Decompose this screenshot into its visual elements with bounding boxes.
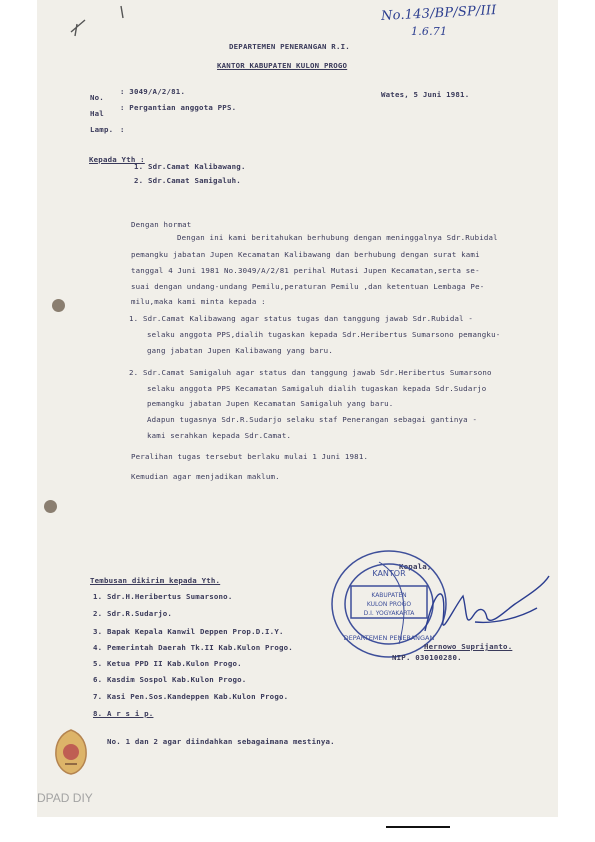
body-line: tanggal 4 Juni 1981 No.3049/A/2/81 perihal Mutasi Jupen Kecamatan,serta se- xyxy=(131,266,480,275)
tembusan-item: 5. Ketua PPD II Kab.Kulon Progo. xyxy=(93,659,242,668)
body-line: suai dengan undang-undang Pemilu,peraturan Pemilu ,dan ketentuan Lembaga Pe- xyxy=(131,282,485,291)
tembusan-item: 7. Kasi Pen.Sos.Kandeppen Kab.Kulon Progo. xyxy=(93,692,289,701)
body-line: milu,maka kami minta kepada : xyxy=(131,297,266,306)
addressee-2: 2. Sdr.Camat Samigaluh. xyxy=(134,176,241,185)
tembusan-item: 3. Bapak Kepala Kanwil Deppen Prop.D.I.Y. xyxy=(93,627,284,636)
item-1-line: 1. Sdr.Camat Kalibawang agar status tugas dan tanggung jawab Sdr.Rubidal - xyxy=(129,314,474,323)
agenda-date-handwritten: 1.6.71 xyxy=(411,25,448,38)
letterhead-office: KANTOR KABUPATEN KULON PROGO xyxy=(217,61,348,70)
no-label: No. xyxy=(90,93,104,102)
signer-nip: NIP. 030100280. xyxy=(392,653,462,662)
letterhead-ministry: DEPARTEMEN PENERANGAN R.I. xyxy=(229,42,350,51)
distribution-note: No. 1 dan 2 agar diindahkan sebagaimana mestinya. xyxy=(107,737,335,746)
hal-label: Hal xyxy=(90,109,104,118)
stamp-mid-text-3: D.I. YOGYAKARTA xyxy=(363,610,415,617)
place-date: Wates, 5 Juni 1981. xyxy=(381,90,470,99)
punch-hole xyxy=(52,299,65,312)
tembusan-item: 8. A r s i p. xyxy=(93,709,154,718)
tembusan-item: 2. Sdr.R.Sudarjo. xyxy=(93,609,173,618)
item-2-line: Adapun tugasnya Sdr.R.Sudarjo selaku staf Penerangan sebagai gantinya - xyxy=(147,415,478,424)
lamp-value: : xyxy=(120,125,125,134)
item-2-line: selaku anggota PPS Kecamatan Samigaluh dialih tugaskan kepada Sdr.Sudarjo xyxy=(147,384,487,393)
item-2-line: kami serahkan kepada Sdr.Camat. xyxy=(147,431,292,440)
item-2-line: 2. Sdr.Camat Samigaluh agar status dan tanggung jawab Sdr.Heribertus Sumarsono xyxy=(129,368,492,377)
staple-mark xyxy=(65,2,135,42)
item-2-line: pemangku jabatan Jupen Kecamatan Samigaluh yang baru. xyxy=(147,399,394,408)
document-page xyxy=(37,0,558,817)
stamp-top-text: KANTOR xyxy=(372,569,406,578)
body-line: Dengan ini kami beritahukan berhubung dengan meninggalnya Sdr.Rubidal xyxy=(177,233,498,242)
item-1-line: selaku anggota PPS,dialih tugaskan kepada Sdr.Heribertus Sumarsono pemangku- xyxy=(147,330,501,339)
kepala-label: Kepala, xyxy=(399,562,432,571)
effective-date-line: Peralihan tugas tersebut berlaku mulai 1 Juni 1981. xyxy=(131,452,369,461)
archive-emblem-icon xyxy=(52,728,90,776)
hal-value: : Pergantian anggota PPS. xyxy=(120,103,237,112)
source-watermark: DPAD DIY xyxy=(37,791,93,805)
addressee-heading: Kepada Yth : xyxy=(89,155,145,164)
stamp-bottom-text: DEPARTEMEN PENERANGAN xyxy=(343,634,435,642)
lamp-label: Lamp. xyxy=(90,125,114,134)
tembusan-item: 6. Kasdim Sospol Kab.Kulon Progo. xyxy=(93,675,247,684)
item-1-line: gang jabatan Jupen Kalibawang yang baru. xyxy=(147,346,333,355)
tembusan-heading: Tembusan dikirim kepada Yth. xyxy=(90,576,221,585)
signer-name: Hernowo Suprijanto. xyxy=(424,642,513,651)
closing-line: Kemudian agar menjadikan maklum. xyxy=(131,472,280,481)
punch-hole xyxy=(44,500,57,513)
salutation: Dengan hormat xyxy=(131,220,192,229)
agenda-handwritten: No.143/BP/SP/III xyxy=(380,2,497,25)
body-line: pemangku jabatan Jupen Kecamatan Kalibawang dan berhubung dengan surat kami xyxy=(131,250,480,259)
tembusan-item: 1. Sdr.H.Heribertus Sumarsono. xyxy=(93,592,233,601)
no-value: : 3049/A/2/81. xyxy=(120,87,186,96)
stamp-mid-text-2: KULON PROGO xyxy=(366,601,412,608)
signature xyxy=(415,566,555,646)
page-divider xyxy=(386,826,450,828)
stamp-mid-text-1: KABUPATEN xyxy=(371,592,407,599)
addressee-1: 1. Sdr.Camat Kalibawang. xyxy=(134,162,246,171)
tembusan-item: 4. Pemerintah Daerah Tk.II Kab.Kulon Progo. xyxy=(93,643,293,652)
